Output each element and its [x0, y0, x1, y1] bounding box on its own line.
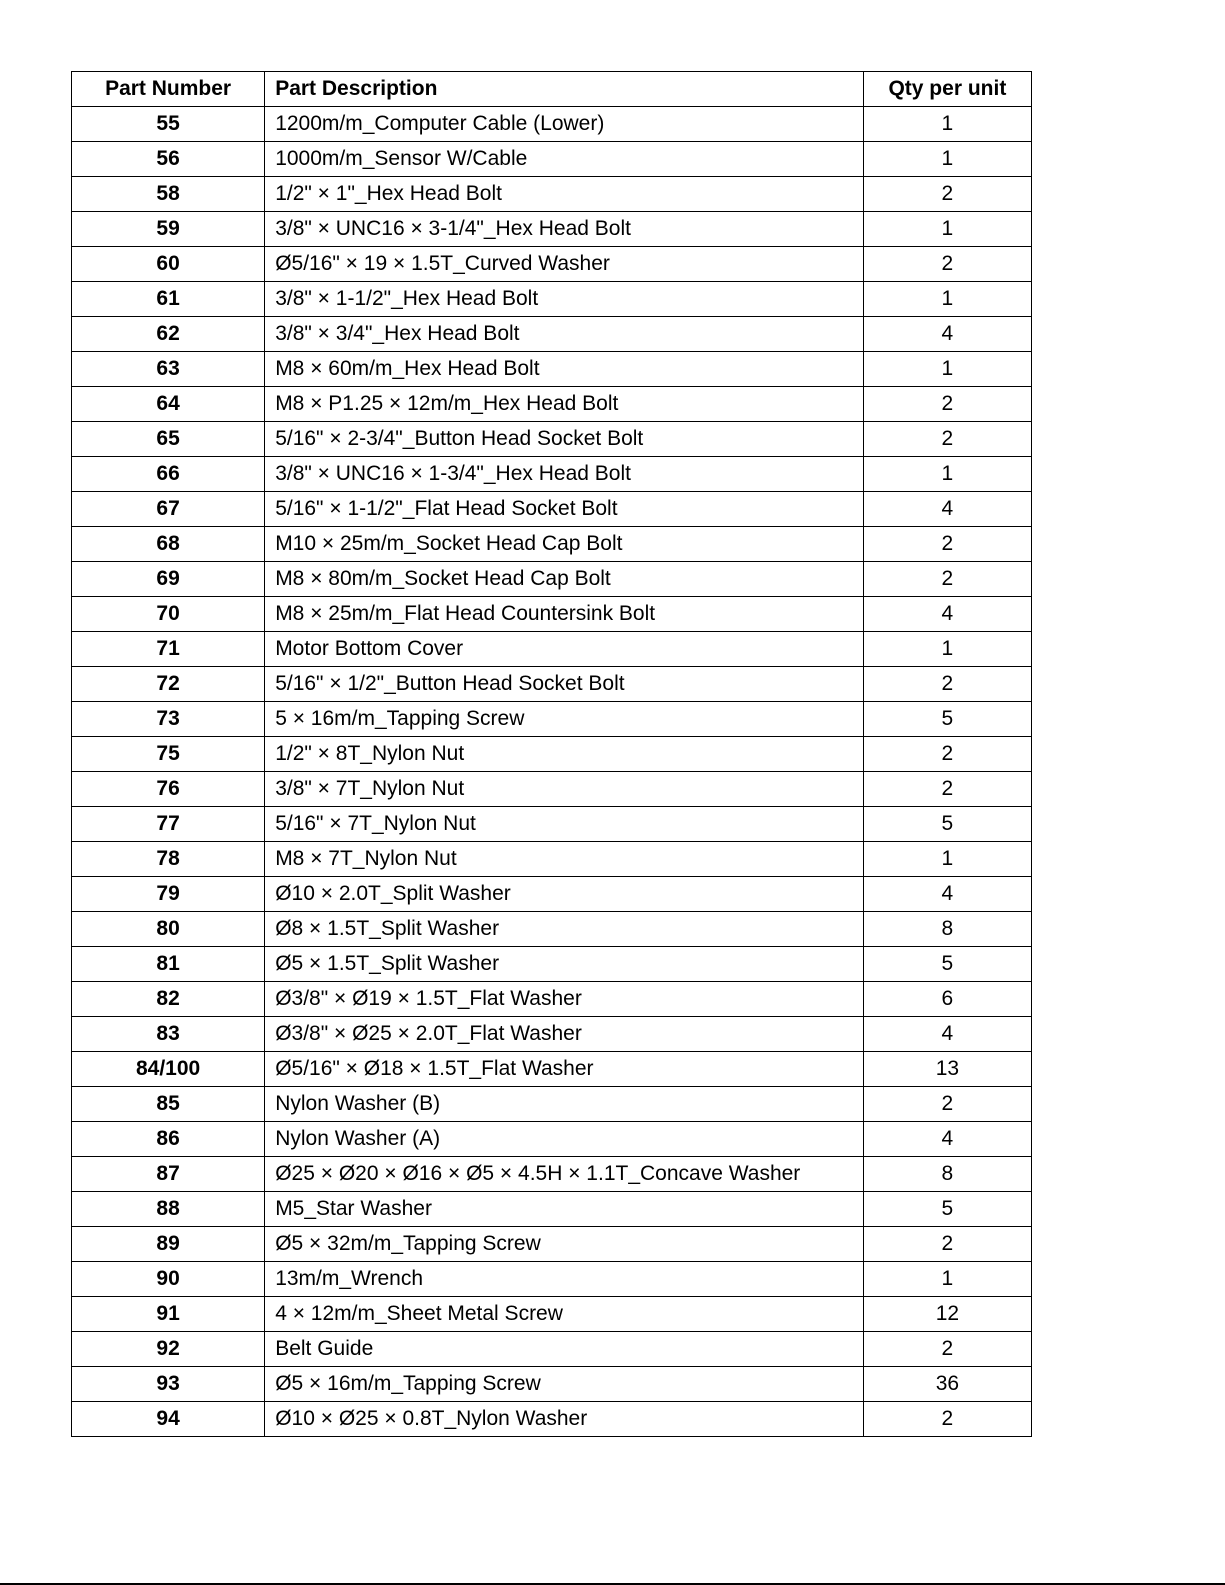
qty-per-unit-cell: 4	[863, 317, 1031, 352]
part-number-cell: 90	[72, 1262, 265, 1297]
header-qty-per-unit: Qty per unit	[863, 72, 1031, 107]
part-number-cell: 60	[72, 247, 265, 282]
part-number-cell: 56	[72, 142, 265, 177]
part-number-cell: 59	[72, 212, 265, 247]
part-number-cell: 88	[72, 1192, 265, 1227]
qty-per-unit-cell: 8	[863, 1157, 1031, 1192]
part-number-cell: 65	[72, 422, 265, 457]
part-number-cell: 87	[72, 1157, 265, 1192]
part-description-cell: 5/16" × 2-3/4"_Button Head Socket Bolt	[265, 422, 864, 457]
part-number-cell: 69	[72, 562, 265, 597]
table-row	[72, 142, 1032, 177]
qty-per-unit-cell: 1	[863, 632, 1031, 667]
table-row	[72, 1052, 1032, 1087]
table-row	[72, 107, 1032, 142]
header-row	[72, 72, 1032, 107]
qty-per-unit-cell: 4	[863, 877, 1031, 912]
part-description-cell: Ø5/16" × Ø18 × 1.5T_Flat Washer	[265, 1052, 864, 1087]
qty-per-unit-cell: 36	[863, 1367, 1031, 1402]
part-number-cell: 89	[72, 1227, 265, 1262]
qty-per-unit-cell: 2	[863, 422, 1031, 457]
qty-per-unit-cell: 5	[863, 1192, 1031, 1227]
qty-per-unit-cell: 1	[863, 352, 1031, 387]
part-description-cell: 3/8" × 7T_Nylon Nut	[265, 772, 864, 807]
part-description-cell: M8 × 80m/m_Socket Head Cap Bolt	[265, 562, 864, 597]
qty-per-unit-cell: 4	[863, 1017, 1031, 1052]
table-row	[72, 457, 1032, 492]
part-description-cell: M5_Star Washer	[265, 1192, 864, 1227]
part-description-cell: Ø3/8" × Ø25 × 2.0T_Flat Washer	[265, 1017, 864, 1052]
part-description-cell: 1200m/m_Computer Cable (Lower)	[265, 107, 864, 142]
table-row	[72, 912, 1032, 947]
part-number-cell: 58	[72, 177, 265, 212]
parts-table	[71, 71, 1032, 1437]
part-description-cell: Ø5 × 1.5T_Split Washer	[265, 947, 864, 982]
table-row	[72, 247, 1032, 282]
table-row	[72, 737, 1032, 772]
qty-per-unit-cell: 5	[863, 807, 1031, 842]
part-description-cell: M8 × 60m/m_Hex Head Bolt	[265, 352, 864, 387]
table-row	[72, 422, 1032, 457]
qty-per-unit-cell: 1	[863, 107, 1031, 142]
part-description-cell: 4 × 12m/m_Sheet Metal Screw	[265, 1297, 864, 1332]
part-description-cell: 5/16" × 7T_Nylon Nut	[265, 807, 864, 842]
qty-per-unit-cell: 2	[863, 1227, 1031, 1262]
qty-per-unit-cell: 13	[863, 1052, 1031, 1087]
table-row	[72, 772, 1032, 807]
qty-per-unit-cell: 1	[863, 212, 1031, 247]
part-description-cell: Belt Guide	[265, 1332, 864, 1367]
part-number-cell: 62	[72, 317, 265, 352]
qty-per-unit-cell: 6	[863, 982, 1031, 1017]
part-number-cell: 71	[72, 632, 265, 667]
part-description-cell: 3/8" × 1-1/2"_Hex Head Bolt	[265, 282, 864, 317]
qty-per-unit-cell: 2	[863, 527, 1031, 562]
table-row	[72, 807, 1032, 842]
part-description-cell: M8 × 25m/m_Flat Head Countersink Bolt	[265, 597, 864, 632]
part-number-cell: 55	[72, 107, 265, 142]
qty-per-unit-cell: 2	[863, 177, 1031, 212]
part-number-cell: 92	[72, 1332, 265, 1367]
table-row	[72, 212, 1032, 247]
part-number-cell: 73	[72, 702, 265, 737]
part-description-cell: 1000m/m_Sensor W/Cable	[265, 142, 864, 177]
part-description-cell: 3/8" × UNC16 × 3-1/4"_Hex Head Bolt	[265, 212, 864, 247]
table-row	[72, 1332, 1032, 1367]
qty-per-unit-cell: 4	[863, 597, 1031, 632]
part-number-cell: 94	[72, 1402, 265, 1437]
table-row	[72, 1122, 1032, 1157]
qty-per-unit-cell: 2	[863, 737, 1031, 772]
part-description-cell: 1/2" × 1"_Hex Head Bolt	[265, 177, 864, 212]
part-description-cell: 3/8" × 3/4"_Hex Head Bolt	[265, 317, 864, 352]
table-row	[72, 387, 1032, 422]
qty-per-unit-cell: 1	[863, 1262, 1031, 1297]
table-row	[72, 317, 1032, 352]
part-description-cell: 3/8" × UNC16 × 1-3/4"_Hex Head Bolt	[265, 457, 864, 492]
table-row	[72, 282, 1032, 317]
qty-per-unit-cell: 2	[863, 1087, 1031, 1122]
part-description-cell: Motor Bottom Cover	[265, 632, 864, 667]
table-row	[72, 1157, 1032, 1192]
part-description-cell: Ø25 × Ø20 × Ø16 × Ø5 × 4.5H × 1.1T_Concave Washer	[265, 1157, 864, 1192]
qty-per-unit-cell: 2	[863, 667, 1031, 702]
part-number-cell: 63	[72, 352, 265, 387]
table-header	[72, 72, 1032, 107]
part-description-cell: M10 × 25m/m_Socket Head Cap Bolt	[265, 527, 864, 562]
part-description-cell: Ø5 × 16m/m_Tapping Screw	[265, 1367, 864, 1402]
part-number-cell: 86	[72, 1122, 265, 1157]
header-part-number: Part Number	[72, 72, 265, 107]
part-description-cell: Ø8 × 1.5T_Split Washer	[265, 912, 864, 947]
table-row	[72, 1087, 1032, 1122]
part-description-cell: 5/16" × 1/2"_Button Head Socket Bolt	[265, 667, 864, 702]
part-number-cell: 79	[72, 877, 265, 912]
part-number-cell: 91	[72, 1297, 265, 1332]
qty-per-unit-cell: 1	[863, 842, 1031, 877]
part-number-cell: 64	[72, 387, 265, 422]
part-description-cell: Nylon Washer (A)	[265, 1122, 864, 1157]
table-row	[72, 842, 1032, 877]
qty-per-unit-cell: 4	[863, 492, 1031, 527]
part-number-cell: 67	[72, 492, 265, 527]
part-description-cell: Ø5 × 32m/m_Tapping Screw	[265, 1227, 864, 1262]
table-body	[72, 107, 1032, 1437]
part-description-cell: 13m/m_Wrench	[265, 1262, 864, 1297]
qty-per-unit-cell: 2	[863, 1332, 1031, 1367]
part-description-cell: Ø10 × 2.0T_Split Washer	[265, 877, 864, 912]
part-description-cell: Ø3/8" × Ø19 × 1.5T_Flat Washer	[265, 982, 864, 1017]
header-part-description: Part Description	[265, 72, 864, 107]
qty-per-unit-cell: 1	[863, 142, 1031, 177]
part-description-cell: Nylon Washer (B)	[265, 1087, 864, 1122]
table-row	[72, 1227, 1032, 1262]
part-number-cell: 78	[72, 842, 265, 877]
part-description-cell: 5 × 16m/m_Tapping Screw	[265, 702, 864, 737]
qty-per-unit-cell: 5	[863, 702, 1031, 737]
table-row	[72, 1297, 1032, 1332]
part-number-cell: 77	[72, 807, 265, 842]
part-number-cell: 85	[72, 1087, 265, 1122]
table-row	[72, 947, 1032, 982]
part-description-cell: 5/16" × 1-1/2"_Flat Head Socket Bolt	[265, 492, 864, 527]
part-number-cell: 70	[72, 597, 265, 632]
qty-per-unit-cell: 1	[863, 282, 1031, 317]
table-row	[72, 1017, 1032, 1052]
table-row	[72, 1262, 1032, 1297]
qty-per-unit-cell: 2	[863, 1402, 1031, 1437]
part-number-cell: 68	[72, 527, 265, 562]
table-row	[72, 352, 1032, 387]
part-number-cell: 83	[72, 1017, 265, 1052]
qty-per-unit-cell: 2	[863, 387, 1031, 422]
part-number-cell: 72	[72, 667, 265, 702]
qty-per-unit-cell: 2	[863, 772, 1031, 807]
part-number-cell: 82	[72, 982, 265, 1017]
table-row	[72, 1192, 1032, 1227]
part-number-cell: 80	[72, 912, 265, 947]
part-number-cell: 75	[72, 737, 265, 772]
table-row	[72, 667, 1032, 702]
part-number-cell: 93	[72, 1367, 265, 1402]
table-row	[72, 1367, 1032, 1402]
qty-per-unit-cell: 1	[863, 457, 1031, 492]
qty-per-unit-cell: 12	[863, 1297, 1031, 1332]
qty-per-unit-cell: 5	[863, 947, 1031, 982]
part-description-cell: Ø10 × Ø25 × 0.8T_Nylon Washer	[265, 1402, 864, 1437]
part-description-cell: 1/2" × 8T_Nylon Nut	[265, 737, 864, 772]
part-number-cell: 66	[72, 457, 265, 492]
table-row	[72, 877, 1032, 912]
table-row	[72, 562, 1032, 597]
table-row	[72, 597, 1032, 632]
part-description-cell: M8 × 7T_Nylon Nut	[265, 842, 864, 877]
table-row	[72, 492, 1032, 527]
part-number-cell: 81	[72, 947, 265, 982]
qty-per-unit-cell: 8	[863, 912, 1031, 947]
part-number-cell: 76	[72, 772, 265, 807]
table-row	[72, 177, 1032, 212]
part-number-cell: 84/100	[72, 1052, 265, 1087]
part-description-cell: M8 × P1.25 × 12m/m_Hex Head Bolt	[265, 387, 864, 422]
table-row	[72, 527, 1032, 562]
qty-per-unit-cell: 2	[863, 247, 1031, 282]
part-description-cell: Ø5/16" × 19 × 1.5T_Curved Washer	[265, 247, 864, 282]
part-number-cell: 61	[72, 282, 265, 317]
qty-per-unit-cell: 4	[863, 1122, 1031, 1157]
table-row	[72, 982, 1032, 1017]
table-row	[72, 632, 1032, 667]
qty-per-unit-cell: 2	[863, 562, 1031, 597]
table-row	[72, 1402, 1032, 1437]
table-row	[72, 702, 1032, 737]
